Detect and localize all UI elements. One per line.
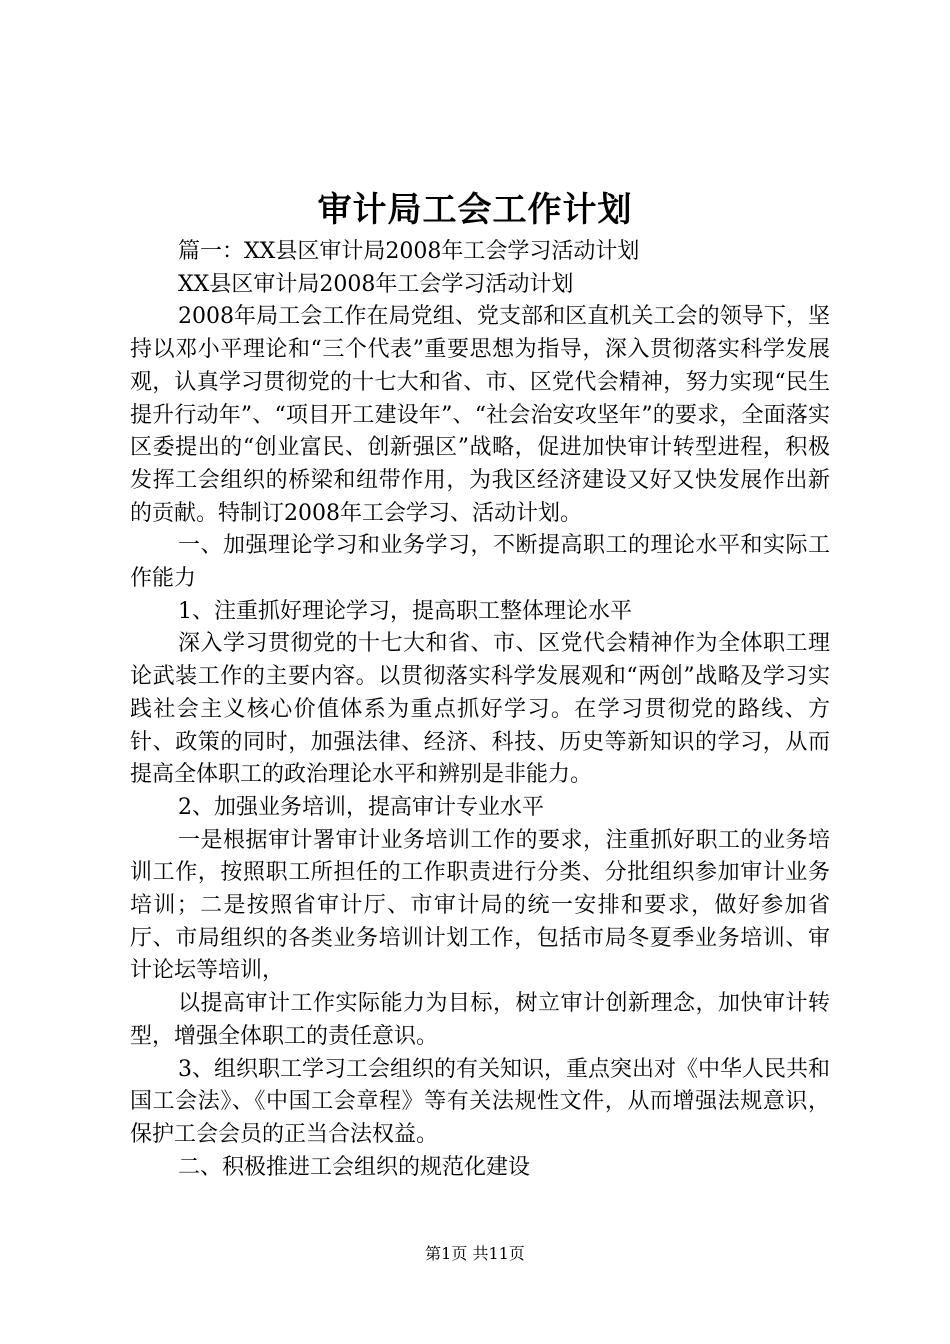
paragraph-item-two-goal: 以提高审计工作实际能力为目标，树立审计创新理念，加快审计转型，增强全体职工的责任意识。 <box>130 991 830 1049</box>
paragraph-item-one-body: 深入学习贯彻党的十七大和省、市、区党代会精神作为全体职工理论武装工作的主要内容。以贯彻落实科学发展观和“两创”战略及学习实践社会主义核心价值体系为重点抓好学习。在学习贯彻党的路线、方针、政策的同时，加强法律、经济、科技、历史等新知识的学习，从而提高全体职工的政治理论水平和辨别是非能力。 <box>130 631 830 788</box>
page-footer: 第1页 共11页 <box>425 1244 525 1263</box>
document-body <box>130 236 830 1184</box>
paragraph-subtitle: XX县区审计局2008年工会学习活动计划 <box>178 271 574 297</box>
document-title: 审计局工会工作计划 <box>317 190 633 230</box>
paragraph-section-one-heading: 一、加强理论学习和业务学习，不断提高职工的理论水平和实际工作能力 <box>130 533 830 592</box>
paragraph-intro: 2008年局工会工作在局党组、党支部和区直机关工会的领导下，坚持以邓小平理论和“三个代表”重要思想为指导，深入贯彻落实科学发展观，认真学习贯彻党的十七大和省、市、区党代会精神，努力实现“民生提升行动年”、“项目开工建设年”、“社会治安攻坚年”的要求，全面落实区委提出的“创业富民、创新强区”战略，促进加快审计转型进程，积极发挥工会组织的桥梁和纽带作用，为我区经济建设又好又快发展作出新的贡献。特制订2008年工会学习、活动计划。 <box>130 304 830 526</box>
paragraph-heading-article-one: 篇一：XX县区审计局2008年工会学习活动计划 <box>178 239 640 264</box>
paragraph-item-one-heading: 1、注重抓好理论学习，提高职工整体理论水平 <box>178 598 632 624</box>
paragraph-item-three: 3、组织职工学习工会组织的有关知识，重点突出对《中华人民共和国工会法》、《中国工会章程》等有关法规性文件，从而增强法规意识，保护工会会员的正当合法权益。 <box>130 1056 830 1147</box>
paragraph-item-two-body: 一是根据审计署审计业务培训工作的要求，注重抓好职工的业务培训工作，按照职工所担任的工作职责进行分类、分批组织参加审计业务培训；二是按照省审计厅、市审计局的统一安排和要求，做好参加省厅、市局组织的各类业务培训计划工作，包括市局冬夏季业务培训、审计论坛等培训， <box>130 827 830 984</box>
paragraph-item-two-heading: 2、加强业务培训，提高审计专业水平 <box>178 794 544 820</box>
paragraph-section-two-heading: 二、积极推进工会组织的规范化建设 <box>178 1154 531 1180</box>
